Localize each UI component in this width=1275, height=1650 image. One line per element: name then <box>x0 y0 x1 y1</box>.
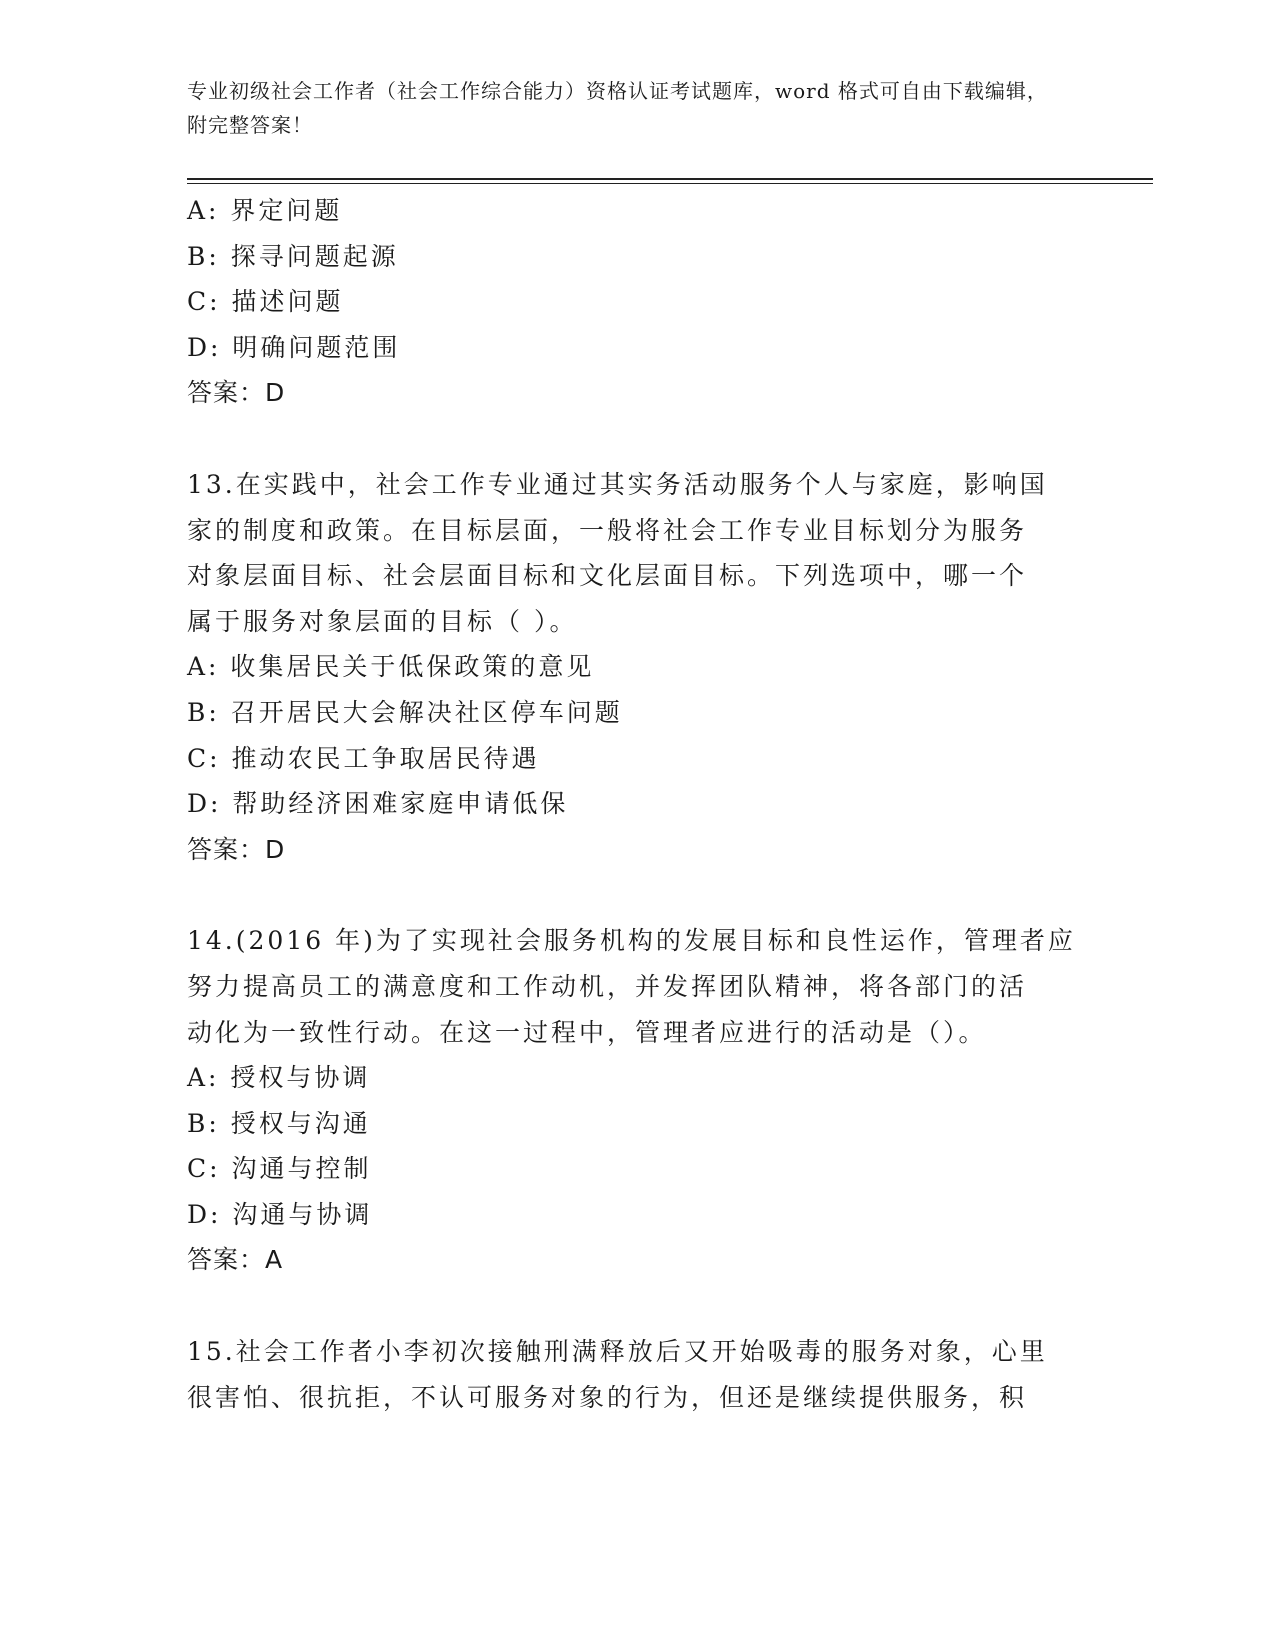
question-stem-line: 13.在实践中，社会工作专业通过其实务活动服务个人与家庭，影响国 <box>187 469 1048 499</box>
option-b: B: 召开居民大会解决社区停车问题 <box>187 697 623 727</box>
option-b: B: 探寻问题起源 <box>187 241 399 271</box>
option-b: B: 授权与沟通 <box>187 1108 371 1138</box>
question-stem-line: 15.社会工作者小李初次接触刑满释放后又开始吸毒的服务对象，心里 <box>187 1337 1048 1367</box>
option-c: C: 沟通与控制 <box>187 1154 372 1184</box>
header-rule-thin <box>187 183 1153 184</box>
header-rule-thick <box>187 178 1153 180</box>
option-c: C: 推动农民工争取居民待遇 <box>187 743 540 773</box>
question-stem-line: 家的制度和政策。在目标层面，一般将社会工作专业目标划分为服务 <box>187 515 1028 545</box>
question-13 <box>187 462 1087 872</box>
page-header-title: 专业初级社会工作者（社会工作综合能力）资格认证考试题库，word 格式可自由下载编辑，附完整答案！ <box>187 79 1048 137</box>
document-body <box>187 188 1087 1420</box>
option-a: A: 授权与协调 <box>187 1063 371 1093</box>
spacer <box>187 1283 1087 1329</box>
answer-line: 答案：A <box>187 1245 284 1275</box>
question-stem-line: 动化为一致性行动。在这一过程中，管理者应进行的活动是（）。 <box>187 1017 987 1047</box>
question-stem-line: 努力提高员工的满意度和工作动机，并发挥团队精神，将各部门的活 <box>187 971 1028 1001</box>
option-d: D: 沟通与协调 <box>187 1199 373 1229</box>
option-d: D: 明确问题范围 <box>187 332 401 362</box>
answer-line: 答案：D <box>187 378 286 408</box>
option-d: D: 帮助经济困难家庭申请低保 <box>187 789 569 819</box>
question-14 <box>187 918 1087 1283</box>
answer-line: 答案：D <box>187 834 286 864</box>
question-15 <box>187 1329 1087 1420</box>
question-stem-line: 属于服务对象层面的目标（ ）。 <box>187 606 578 636</box>
question-stem-line: 很害怕、很抗拒，不认可服务对象的行为，但还是继续提供服务，积 <box>187 1382 1028 1412</box>
question-stem-line: 对象层面目标、社会层面目标和文化层面目标。下列选项中，哪一个 <box>187 561 1028 591</box>
spacer <box>187 872 1087 918</box>
option-a: A: 界定问题 <box>187 196 343 225</box>
question-12-options <box>187 188 1087 416</box>
spacer <box>187 416 1087 462</box>
option-c: C: 描述问题 <box>187 287 344 317</box>
option-a: A: 收集居民关于低保政策的意见 <box>187 652 595 682</box>
question-stem-line: 14.(2016 年)为了实现社会服务机构的发展目标和良性运作，管理者应 <box>187 926 1076 956</box>
